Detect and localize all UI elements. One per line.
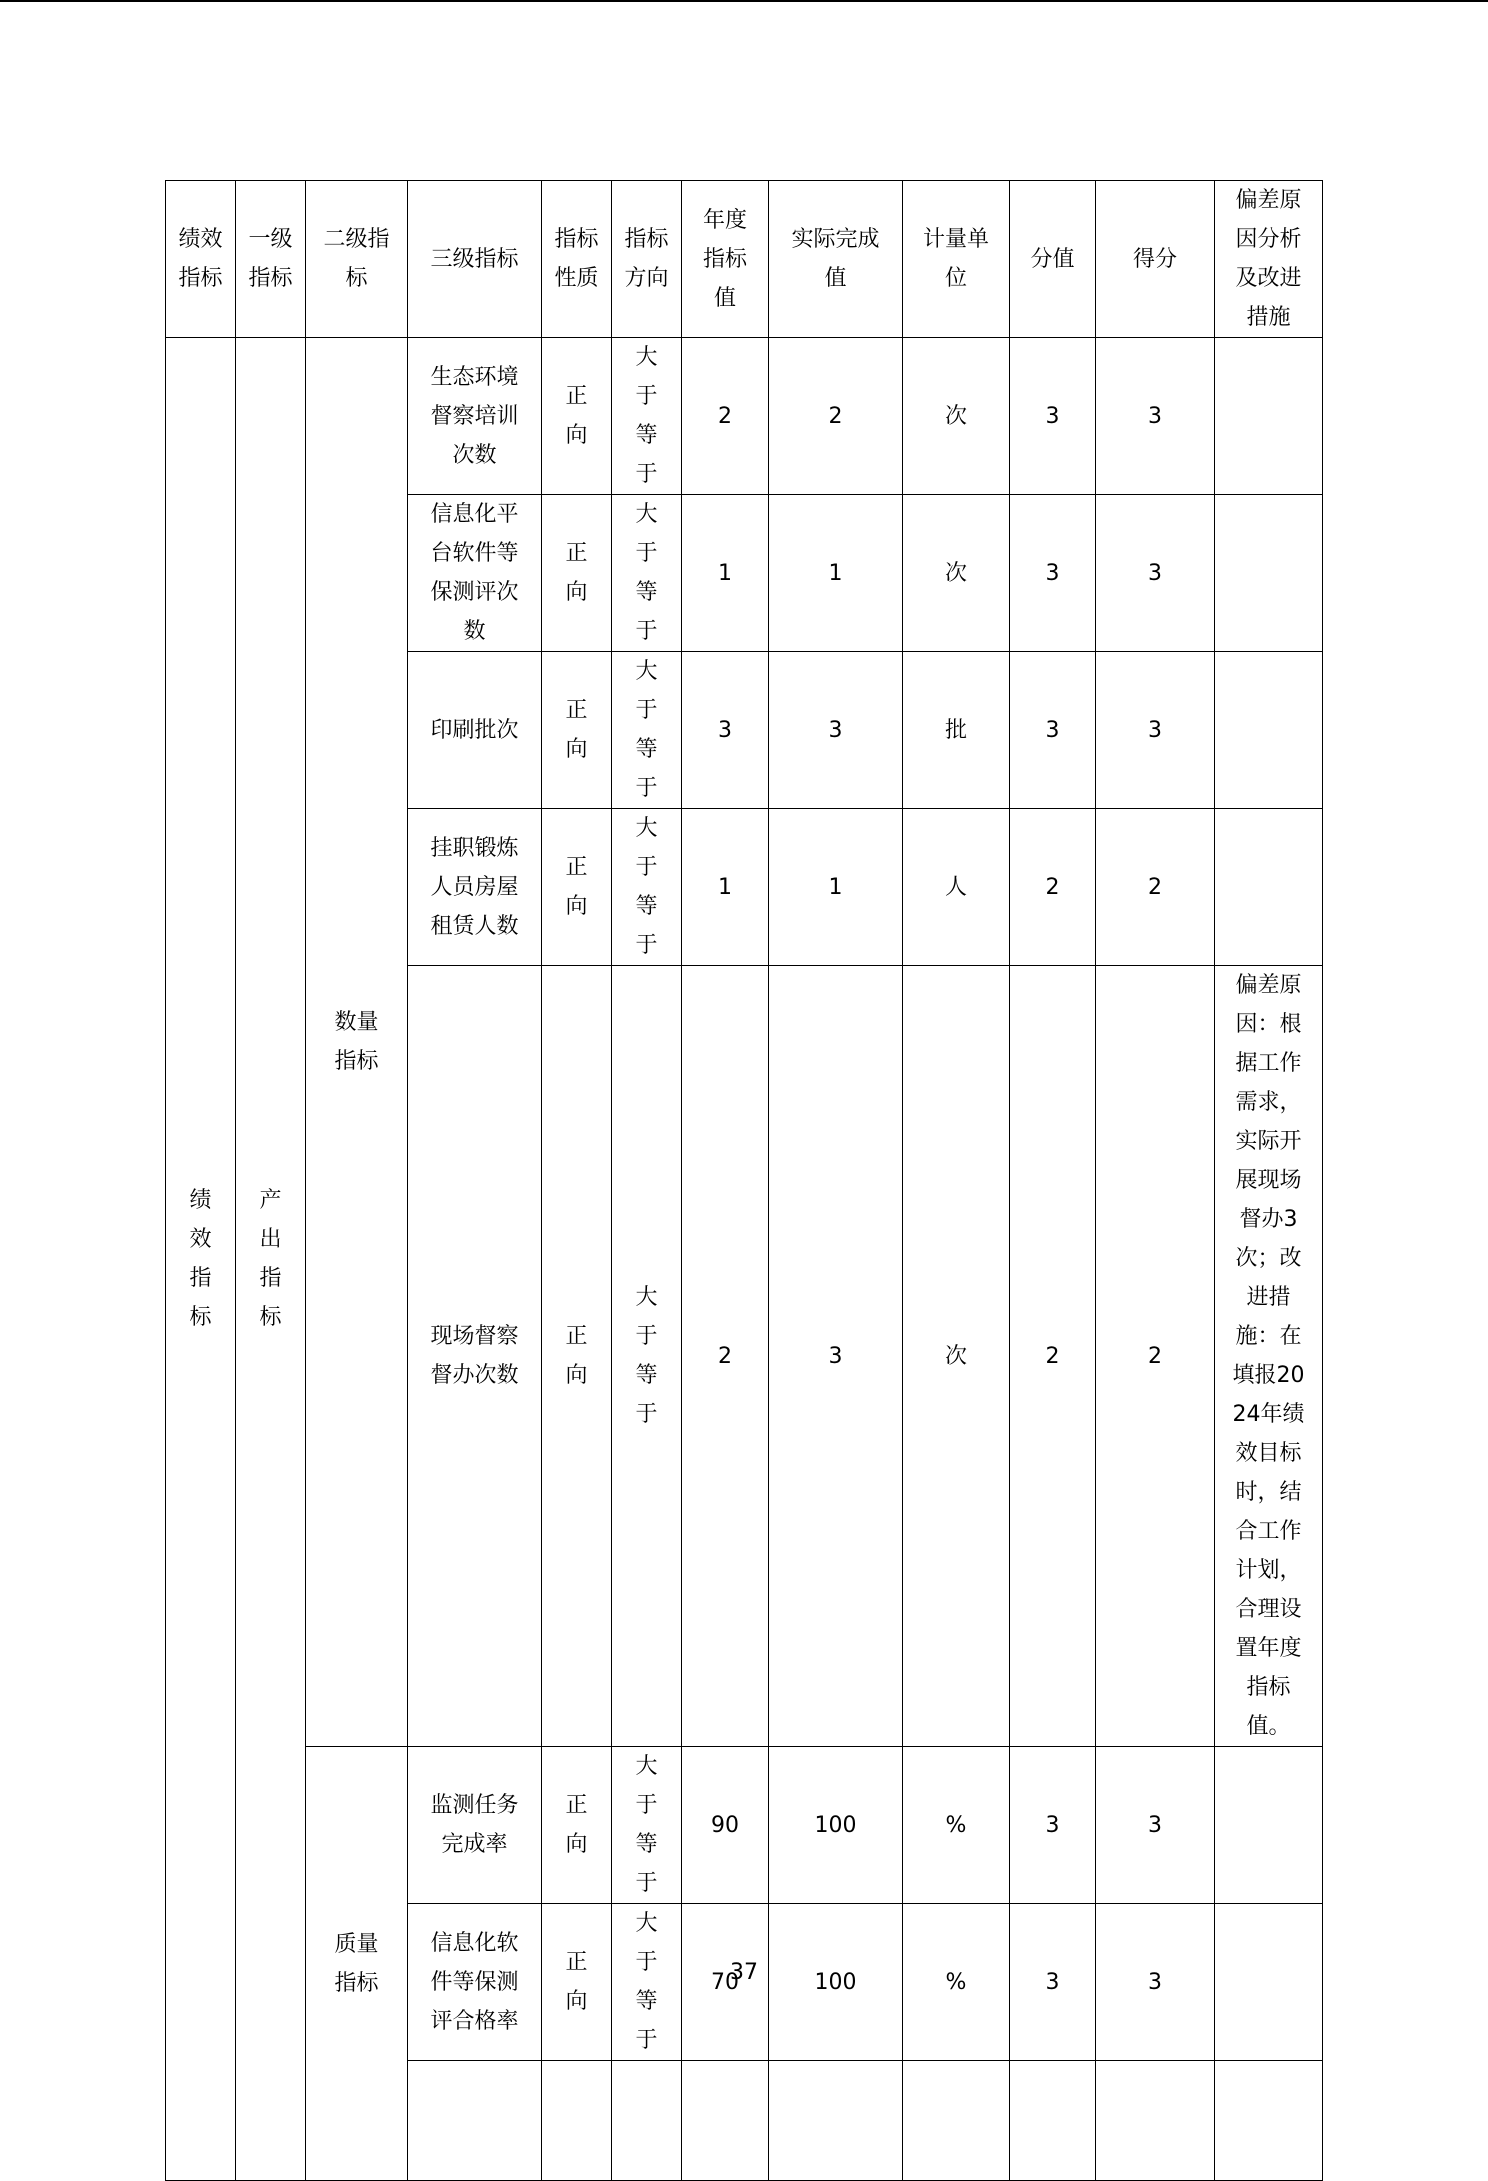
page-number: 37 — [730, 1960, 758, 1985]
header-direction: 指标方向 — [612, 181, 682, 338]
cell-nature: 正向 — [542, 809, 612, 966]
cell-note — [1215, 338, 1323, 495]
cell-nature: 正向 — [542, 1747, 612, 1904]
header-nature: 指标性质 — [542, 181, 612, 338]
group-quality-indicator: 质量指标 — [306, 1747, 408, 2181]
cell-unit: 批 — [903, 652, 1010, 809]
cell-unit: 人 — [903, 809, 1010, 966]
group-quantity-indicator: 数量指标 — [306, 338, 408, 1747]
cell-nature: 正向 — [542, 495, 612, 652]
cell-actual: 100 — [769, 1747, 903, 1904]
cell-target: 90 — [682, 1747, 769, 1904]
cell-target: 70 — [682, 1904, 769, 2061]
cell-nature: 正向 — [542, 1904, 612, 2061]
cell-actual: 100 — [769, 1904, 903, 2061]
cell-indicator: 信息化平台软件等保测评次数 — [408, 495, 542, 652]
header-score: 得分 — [1096, 181, 1215, 338]
cell-unit: 次 — [903, 966, 1010, 1747]
cell-indicator: 生态环境督察培训次数 — [408, 338, 542, 495]
cell-direction: 大于等于 — [612, 338, 682, 495]
cell-direction: 大于等于 — [612, 495, 682, 652]
performance-table — [165, 180, 1323, 2181]
header-level2: 二级指标 — [306, 181, 408, 338]
cell-score: 3 — [1096, 338, 1215, 495]
cell-value: 3 — [1010, 495, 1096, 652]
header-performance-indicator: 绩效指标 — [166, 181, 236, 338]
header-level3: 三级指标 — [408, 181, 542, 338]
cell-target: 2 — [682, 966, 769, 1747]
cell-nature: 正向 — [542, 338, 612, 495]
cell-unit: % — [903, 1904, 1010, 2061]
cell-value: 2 — [1010, 809, 1096, 966]
header-score-value: 分值 — [1010, 181, 1096, 338]
cell-actual: 3 — [769, 966, 903, 1747]
group-output-indicator: 产出指标 — [236, 338, 306, 2181]
header-level1: 一级指标 — [236, 181, 306, 338]
cell-value: 3 — [1010, 1904, 1096, 2061]
cell-target: 1 — [682, 809, 769, 966]
cell-value: 2 — [1010, 966, 1096, 1747]
cell-note-deviation: 偏差原因：根据工作需求，实际开展现场督办3次；改进措施：在填报2024年绩效目标时，结合工作计划，合理设置年度指标值。 — [1215, 966, 1323, 1747]
cell-note — [1215, 652, 1323, 809]
cell-direction: 大于等于 — [612, 966, 682, 1747]
cell-direction: 大于等于 — [612, 1904, 682, 2061]
cell-score: 3 — [1096, 1904, 1215, 2061]
cell-note — [1215, 809, 1323, 966]
cell-unit: 次 — [903, 338, 1010, 495]
cell-score: 3 — [1096, 1747, 1215, 1904]
cell-indicator: 监测任务完成率 — [408, 1747, 542, 1904]
cell-unit: % — [903, 1747, 1010, 1904]
cell-value: 3 — [1010, 652, 1096, 809]
cell-target: 3 — [682, 652, 769, 809]
cell-nature: 正向 — [542, 966, 612, 1747]
header-row — [166, 181, 1323, 338]
cell-score: 2 — [1096, 809, 1215, 966]
group-performance-indicator: 绩效指标 — [166, 338, 236, 2181]
cell-actual: 1 — [769, 495, 903, 652]
cell-direction: 大于等于 — [612, 652, 682, 809]
header-unit: 计量单位 — [903, 181, 1010, 338]
table-row — [166, 1747, 1323, 1904]
cell-actual: 3 — [769, 652, 903, 809]
cell-score: 3 — [1096, 495, 1215, 652]
cell-note — [1215, 1747, 1323, 1904]
header-annual-target: 年度指标值 — [682, 181, 769, 338]
table-row — [166, 338, 1323, 495]
cell-nature: 正向 — [542, 652, 612, 809]
cell-value: 3 — [1010, 1747, 1096, 1904]
top-border-line — [0, 0, 1488, 2]
cell-score: 2 — [1096, 966, 1215, 1747]
cell-indicator: 挂职锻炼人员房屋租赁人数 — [408, 809, 542, 966]
header-actual: 实际完成值 — [769, 181, 903, 338]
cell-target: 2 — [682, 338, 769, 495]
cell-score: 3 — [1096, 652, 1215, 809]
cell-target: 1 — [682, 495, 769, 652]
cell-value: 3 — [1010, 338, 1096, 495]
cell-actual: 1 — [769, 809, 903, 966]
cell-direction: 大于等于 — [612, 809, 682, 966]
cell-indicator: 印刷批次 — [408, 652, 542, 809]
header-deviation: 偏差原因分析及改进措施 — [1215, 181, 1323, 338]
cell-actual: 2 — [769, 338, 903, 495]
cell-direction: 大于等于 — [612, 1747, 682, 1904]
cell-note — [1215, 495, 1323, 652]
cell-indicator: 现场督察督办次数 — [408, 966, 542, 1747]
cell-indicator: 信息化软件等保测评合格率 — [408, 1904, 542, 2061]
cell-unit: 次 — [903, 495, 1010, 652]
